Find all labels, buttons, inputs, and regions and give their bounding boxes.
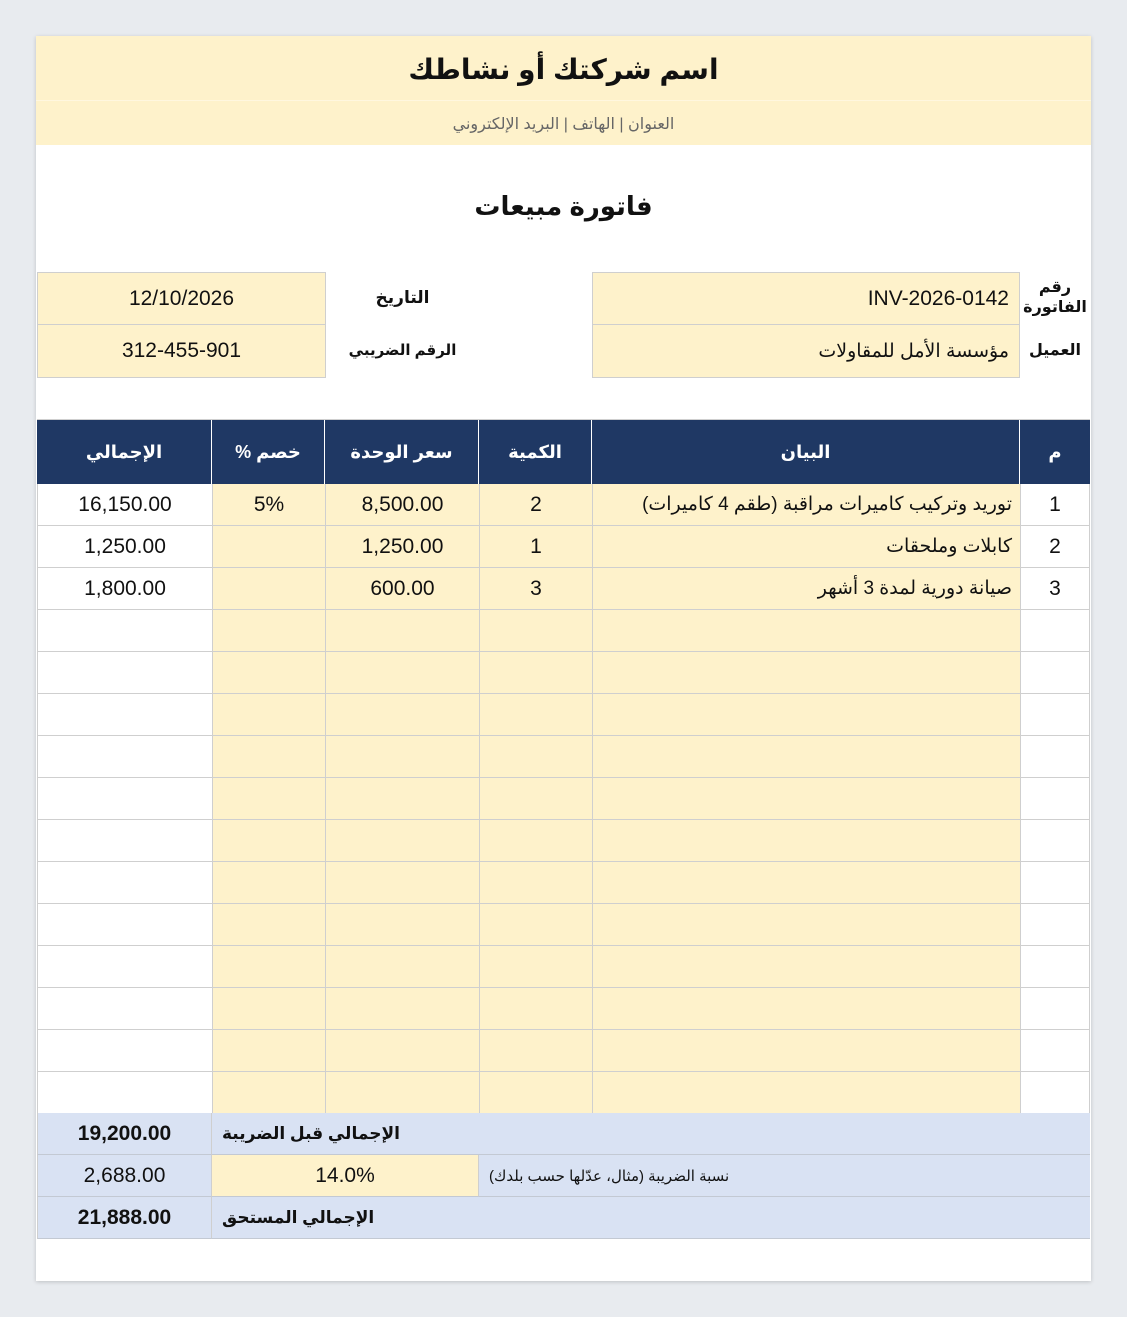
grand-total-label-cell (212, 1197, 1090, 1239)
cell-unit-price[interactable]: 1,250.00 (325, 526, 479, 568)
cell-description[interactable] (592, 946, 1020, 988)
cell-total (37, 694, 212, 736)
cell-unit-price[interactable] (325, 652, 479, 694)
cell-discount[interactable] (212, 946, 325, 988)
cell-description[interactable] (592, 1072, 1020, 1114)
cell-description[interactable]: كابلات وملحقات (592, 526, 1020, 568)
cell-total (37, 820, 212, 862)
col-header-description: البيان (592, 420, 1020, 485)
invoice-number-field[interactable]: INV-2026-0142 (592, 272, 1020, 325)
cell-discount[interactable] (212, 862, 325, 904)
col-header-quantity: الكمية (479, 420, 592, 485)
subtotal-label (212, 1113, 1090, 1155)
company-name[interactable]: اسم شركتك أو نشاطك (408, 54, 719, 85)
invoice-sheet (36, 36, 1091, 1281)
cell-discount[interactable] (212, 1072, 325, 1114)
cell-unit-price[interactable] (325, 778, 479, 820)
cell-description[interactable] (592, 736, 1020, 778)
tax-rate-label: نسبة الضريبة (مثال، عدّلها حسب بلدك) (489, 1167, 730, 1185)
cell-quantity[interactable]: 1 (479, 526, 592, 568)
invoice-number-label: رقم الفاتورة (1023, 279, 1087, 316)
tax-id-field[interactable]: 312-455-901 (37, 324, 326, 378)
cell-discount[interactable] (212, 652, 325, 694)
col-header-total: الإجمالي (37, 420, 212, 485)
client-label: العميل (1028, 342, 1082, 359)
cell-no (1020, 694, 1090, 736)
cell-unit-price[interactable]: 8,500.00 (325, 484, 479, 526)
cell-description[interactable] (592, 610, 1020, 652)
cell-no (1020, 904, 1090, 946)
table-row (37, 778, 1090, 820)
table-row (37, 1030, 1090, 1072)
company-contact-line[interactable]: العنوان | الهاتف | البريد الإلكتروني (452, 116, 675, 133)
tax-rate-label-cell (479, 1155, 1090, 1197)
cell-discount[interactable] (212, 778, 325, 820)
cell-total (37, 946, 212, 988)
table-row (37, 1072, 1090, 1114)
summary-tax-row (37, 1155, 1090, 1197)
cell-description[interactable] (592, 694, 1020, 736)
cell-description[interactable] (592, 1030, 1020, 1072)
cell-total (37, 778, 212, 820)
cell-unit-price[interactable] (325, 988, 479, 1030)
table-row (37, 862, 1090, 904)
cell-no (1020, 1072, 1090, 1114)
cell-unit-price[interactable] (325, 862, 479, 904)
grand-total-label: الإجمالي المستحق (222, 1207, 375, 1227)
table-row (37, 988, 1090, 1030)
cell-no: 1 (1020, 484, 1090, 526)
cell-unit-price[interactable]: 600.00 (325, 568, 479, 610)
table-row (37, 736, 1090, 778)
cell-total: 16,150.00 (37, 484, 212, 526)
col-header-no: م (1020, 420, 1090, 485)
summary-subtotal-row (37, 1113, 1090, 1155)
cell-total (37, 904, 212, 946)
cell-discount[interactable]: 5% (212, 484, 325, 526)
cell-no: 2 (1020, 526, 1090, 568)
cell-discount[interactable] (212, 610, 325, 652)
summary-grand-total-row (37, 1197, 1090, 1239)
date-field[interactable]: 12/10/2026 (37, 272, 326, 325)
cell-quantity[interactable] (479, 862, 592, 904)
cell-discount[interactable] (212, 736, 325, 778)
cell-discount[interactable] (212, 820, 325, 862)
table-row (37, 652, 1090, 694)
items-table-header (37, 419, 1090, 484)
table-row (37, 694, 1090, 736)
table-row (37, 946, 1090, 988)
cell-total (37, 862, 212, 904)
cell-unit-price[interactable] (325, 1030, 479, 1072)
cell-no (1020, 988, 1090, 1030)
cell-no (1020, 820, 1090, 862)
cell-description[interactable] (592, 652, 1020, 694)
cell-unit-price[interactable] (325, 694, 479, 736)
cell-description[interactable]: توريد وتركيب كاميرات مراقبة (طقم 4 كاميرات) (592, 484, 1020, 526)
cell-quantity[interactable] (479, 652, 592, 694)
cell-unit-price[interactable] (325, 946, 479, 988)
cell-discount[interactable] (212, 694, 325, 736)
date-label: التاريخ (375, 288, 430, 307)
table-row (37, 904, 1090, 946)
col-header-unit-price: سعر الوحدة (325, 420, 479, 485)
cell-quantity[interactable] (479, 904, 592, 946)
subtotal-value: 19,200.00 (37, 1113, 212, 1155)
table-row (37, 610, 1090, 652)
cell-quantity[interactable] (479, 736, 592, 778)
cell-quantity[interactable] (479, 820, 592, 862)
tax-amount-value: 2,688.00 (37, 1155, 212, 1197)
cell-total (37, 1072, 212, 1114)
cell-no (1020, 610, 1090, 652)
cell-unit-price[interactable] (325, 820, 479, 862)
client-name-field[interactable]: مؤسسة الأمل للمقاولات (592, 324, 1020, 378)
cell-quantity[interactable] (479, 778, 592, 820)
table-row (37, 568, 1090, 610)
table-row (37, 820, 1090, 862)
invoice-title: فاتورة مبيعات (474, 191, 653, 221)
cell-no (1020, 1030, 1090, 1072)
cell-quantity[interactable] (479, 1072, 592, 1114)
cell-discount[interactable] (212, 988, 325, 1030)
cell-unit-price[interactable] (325, 610, 479, 652)
table-row (37, 484, 1090, 526)
tax-rate-field[interactable]: 14.0% (212, 1155, 479, 1197)
cell-total: 1,250.00 (37, 526, 212, 568)
cell-total (37, 736, 212, 778)
cell-quantity[interactable]: 2 (479, 484, 592, 526)
grand-total-value: 21,888.00 (37, 1197, 212, 1239)
cell-quantity[interactable] (479, 946, 592, 988)
col-header-discount: خصم % (212, 420, 325, 485)
cell-no (1020, 736, 1090, 778)
cell-discount[interactable] (212, 526, 325, 568)
cell-total (37, 652, 212, 694)
cell-description[interactable]: صيانة دورية لمدة 3 أشهر (592, 568, 1020, 610)
cell-description[interactable] (592, 904, 1020, 946)
subtotal-label-text: الإجمالي قبل الضريبة (222, 1123, 400, 1143)
cell-description[interactable] (592, 988, 1020, 1030)
cell-no (1020, 946, 1090, 988)
cell-unit-price[interactable] (325, 904, 479, 946)
cell-unit-price[interactable] (325, 1072, 479, 1114)
cell-description[interactable] (592, 862, 1020, 904)
cell-quantity[interactable] (479, 610, 592, 652)
cell-no (1020, 652, 1090, 694)
cell-discount[interactable] (212, 904, 325, 946)
cell-total: 1,800.00 (37, 568, 212, 610)
cell-quantity[interactable] (479, 694, 592, 736)
cell-total (37, 988, 212, 1030)
header-divider (36, 100, 1091, 101)
cell-discount[interactable] (212, 568, 325, 610)
cell-total (37, 610, 212, 652)
cell-quantity[interactable]: 3 (479, 568, 592, 610)
cell-quantity[interactable] (479, 1030, 592, 1072)
cell-no (1020, 778, 1090, 820)
cell-discount[interactable] (212, 1030, 325, 1072)
cell-no (1020, 862, 1090, 904)
cell-unit-price[interactable] (325, 736, 479, 778)
tax-id-label: الرقم الضريبي (348, 342, 457, 359)
cell-description[interactable] (592, 820, 1020, 862)
cell-description[interactable] (592, 778, 1020, 820)
table-row (37, 526, 1090, 568)
cell-total (37, 1030, 212, 1072)
cell-quantity[interactable] (479, 988, 592, 1030)
cell-no: 3 (1020, 568, 1090, 610)
